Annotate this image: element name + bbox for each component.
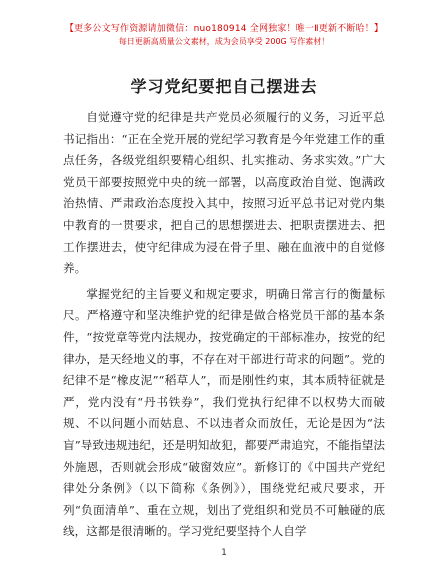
paragraph-2: 掌握党纪的主旨要义和规定要求，明确日常言行的衡量标尺。严格遵守和坚决维护党的纪律是做合格党员干部的基本条件，“按党章等党内法规办，按党确定的干部标准办，按党的纪律办，是天经地义的事，不存在对干部进行苛求的问题”。党的纪律不是“橡皮泥”“稻草人”，而是刚性约束，其本质特征就是严，党内没有“丹书铁券”，我们党执行纪律不以权势大而破规、不以问题小而姑息、不以违者众而放任，无论是因为“法盲”导致违规违纪，还是明知故犯，都要严肃追究，不能指望法外施恩，否则就会形成“破窗效应”。新修订的《中国共产党纪律处分条例》（以下简称《条例》），围绕党纪戒尺要求，开列“负面清单”、重在立规，划出了党组织和党员不可触碰的底线，这都是很清晰的。学习党纪要坚持个人自学: [63, 286, 385, 539]
page-number: 1: [221, 548, 227, 558]
promo-line-2: 每日更新高质量公文素材，成为会员享受 200G 写作素材！: [118, 37, 330, 46]
document-body: [63, 107, 385, 543]
paragraph-1: 自觉遵守党的纪律是共产党员必须履行的义务，习近平总书记指出：“正在全党开展的党纪学习教育是今年党建工作的重点任务，各级党组织要精心组织、扎实推动、务求实效。”广大党员干部要按照党中央的统一部署，以高度政治自觉、饱满政治热情、严肃政治态度投入其中，按照习近平总书记对党内集中教育的一贯要求，把自己的思想摆进去、把职责摆进去、把工作摆进去，使守纪律成为浸在骨子里、融在血液中的自觉修养。: [63, 110, 385, 276]
promo-line-1: 【更多公文写作资源请加微信：nuo180914 全网独家！唯一Ⅱ更新不断哈！】: [64, 24, 384, 34]
document-title: 学习党纪要把自己摆进去: [130, 77, 318, 96]
